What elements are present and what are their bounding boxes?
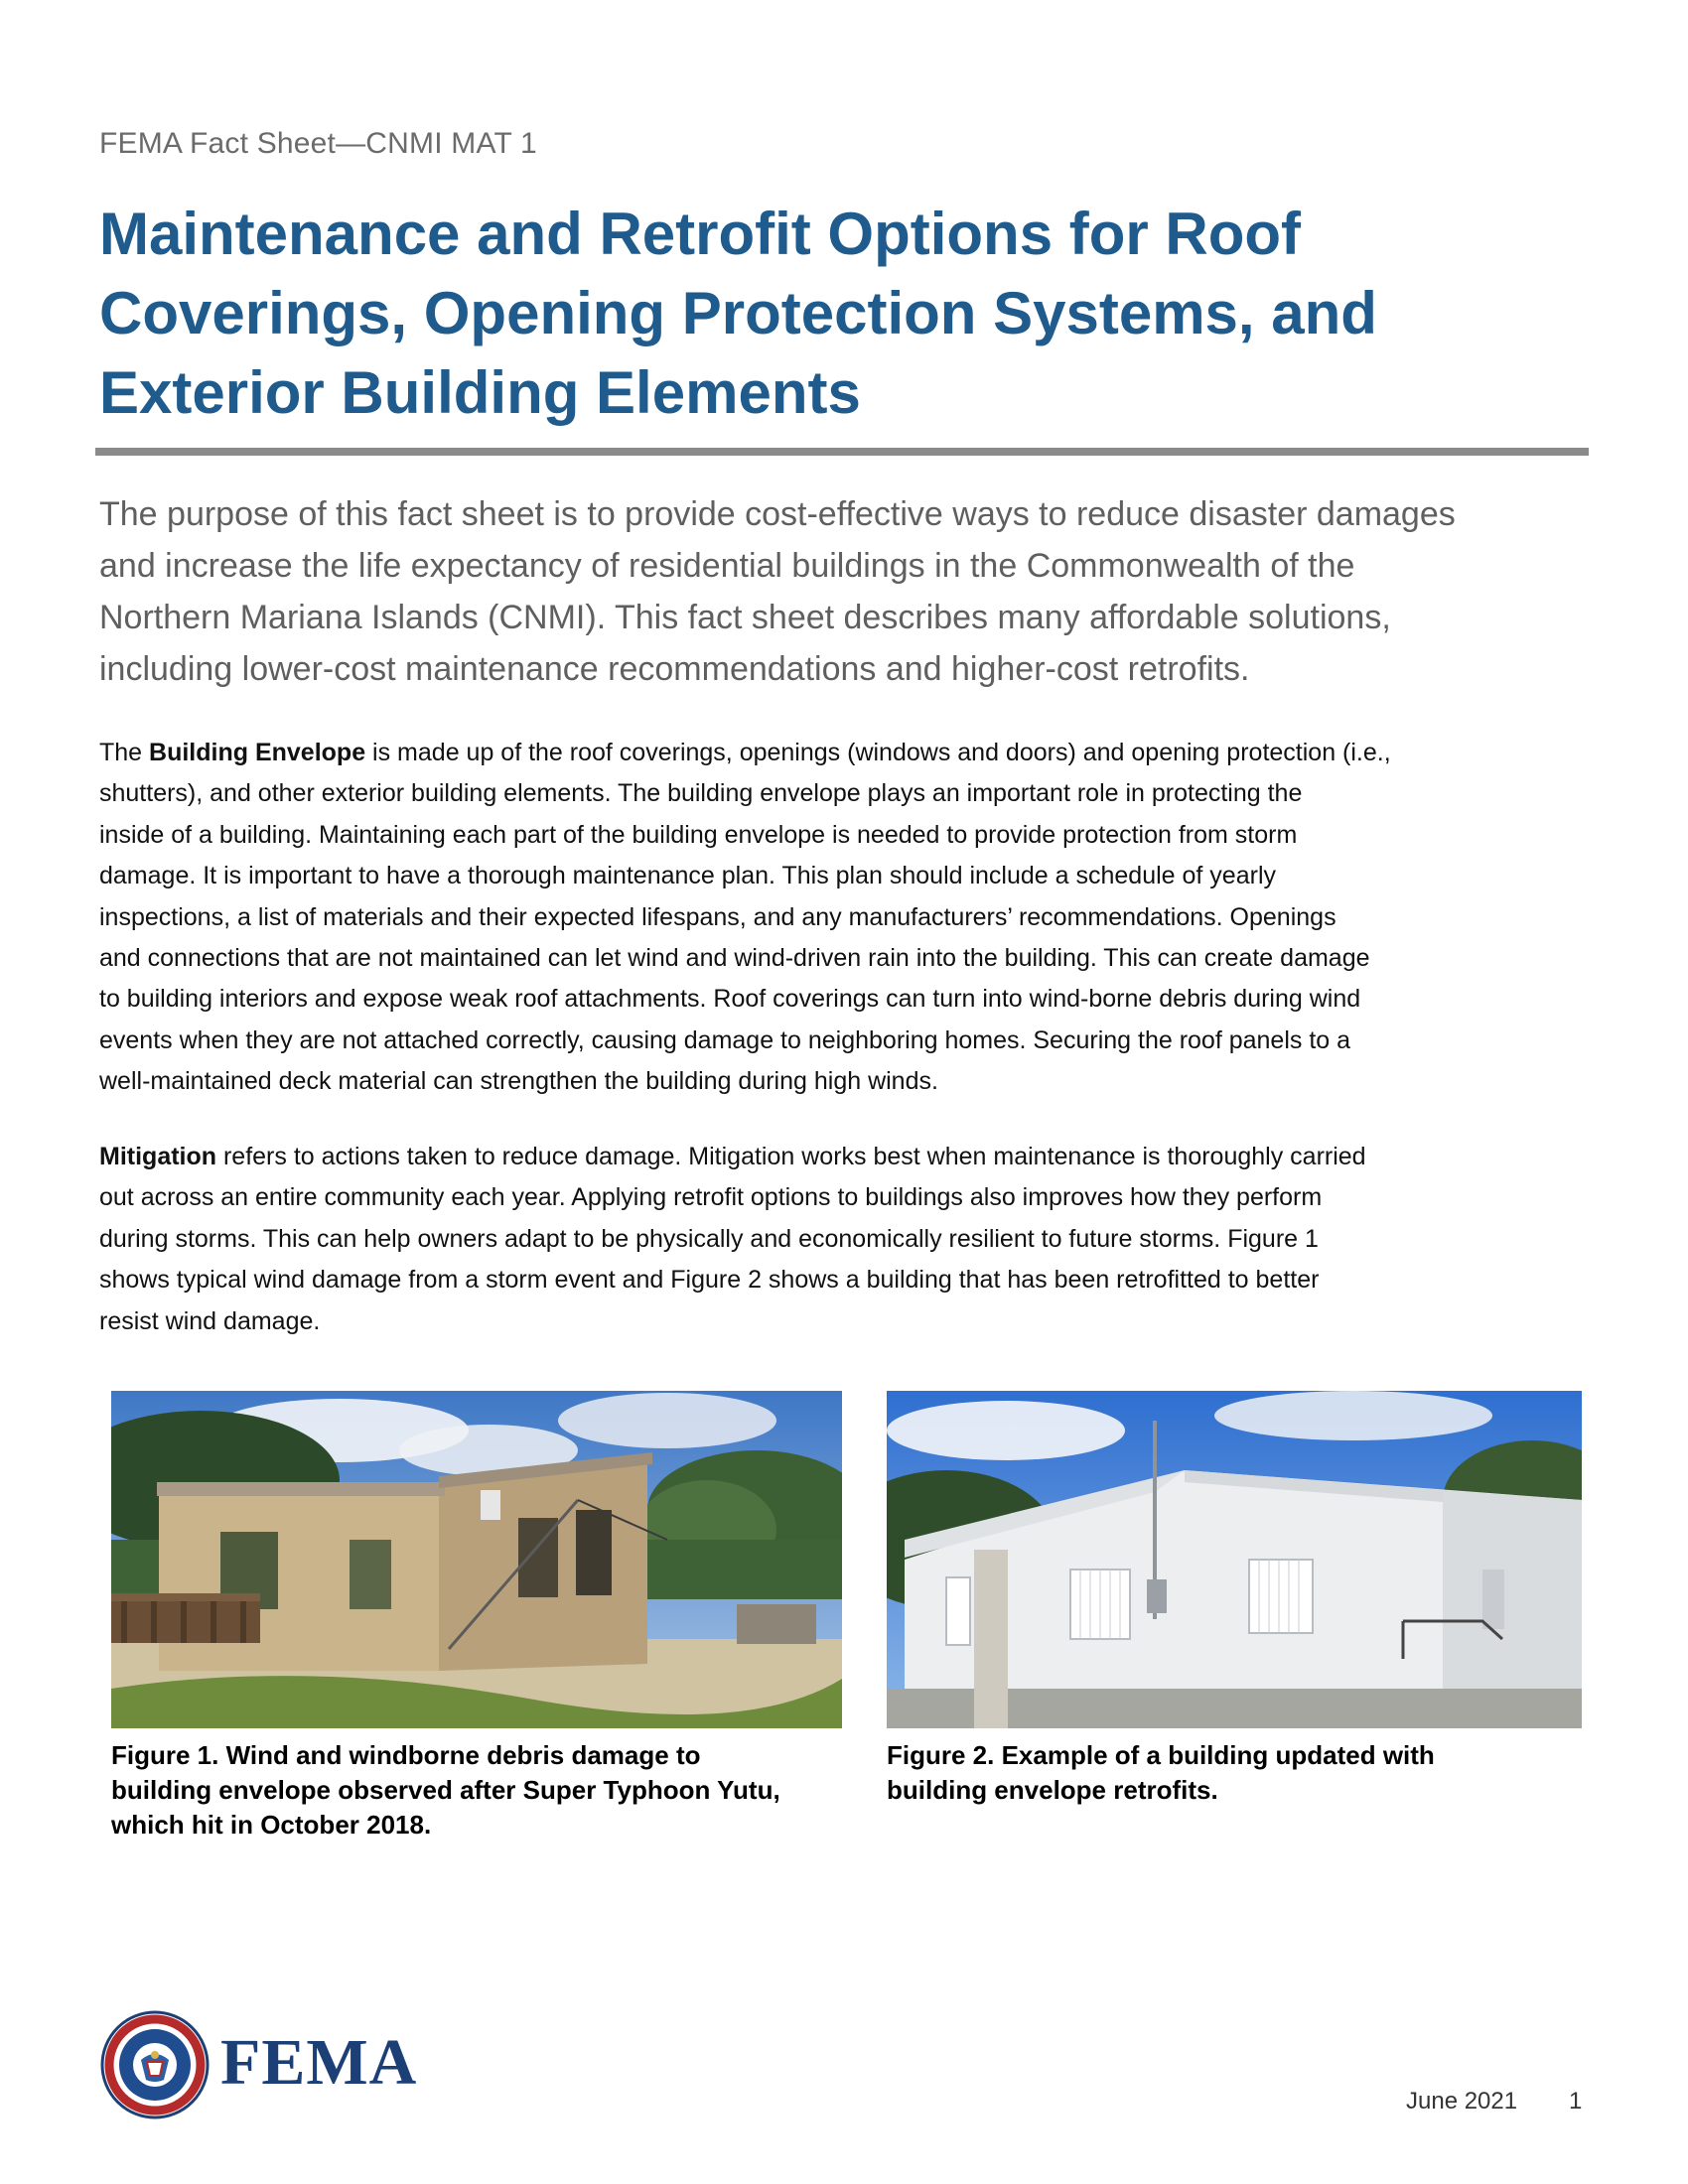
figure-1-illustration bbox=[111, 1391, 842, 1728]
page-number: 1 bbox=[1569, 2088, 1583, 2115]
paragraph-line: well-maintained deck material can strengthen the building during high winds. bbox=[99, 1067, 938, 1096]
paragraph-line: resist wind damage. bbox=[99, 1306, 321, 1335]
document-kicker: FEMA Fact Sheet—CNMI MAT 1 bbox=[99, 127, 537, 160]
figure-1-caption bbox=[111, 1738, 780, 1843]
building-envelope-term: Building Envelope bbox=[149, 739, 366, 766]
building-envelope-paragraph bbox=[99, 733, 1599, 1103]
lede-line: and increase the life expectancy of residential buildings in the Commonwealth of the bbox=[99, 547, 1355, 585]
purpose-statement bbox=[99, 488, 1599, 695]
mitigation-paragraph bbox=[99, 1137, 1599, 1342]
caption-line: building envelope retrofits. bbox=[887, 1775, 1218, 1805]
paragraph-line: inside of a building. Maintaining each part of the building envelope is needed to provide protection from storm bbox=[99, 820, 1298, 849]
paragraph-text: refers to actions taken to reduce damage. Mitigation works best when maintenance is thoroughly carried bbox=[216, 1143, 1366, 1170]
publication-date: June 2021 bbox=[1406, 2088, 1518, 2115]
paragraph-line bbox=[99, 1137, 1599, 1177]
paragraph-line: inspections, a list of materials and their expected lifespans, and any manufacturers’ recommendations. Openings bbox=[99, 902, 1336, 931]
figure-2-illustration bbox=[887, 1391, 1582, 1728]
mitigation-term: Mitigation bbox=[99, 1143, 217, 1170]
paragraph-line: to building interiors and expose weak roof attachments. Roof coverings can turn into wind-borne debris during wind bbox=[99, 985, 1361, 1014]
paragraph-line: damage. It is important to have a thorough maintenance plan. This plan should include a schedule of yearly bbox=[99, 862, 1276, 890]
lede-line: Northern Mariana Islands (CNMI). This fact sheet describes many affordable solutions, bbox=[99, 599, 1391, 636]
caption-line: which hit in October 2018. bbox=[111, 1810, 432, 1840]
paragraph-line: shows typical wind damage from a storm event and Figure 2 shows a building that has been retrofitted to better bbox=[99, 1266, 1320, 1295]
seal-icon bbox=[100, 2010, 210, 2119]
dhs-seal-logo bbox=[100, 2010, 210, 2119]
title-divider bbox=[95, 448, 1589, 456]
lede-line: The purpose of this fact sheet is to provide cost-effective ways to reduce disaster damages bbox=[99, 495, 1456, 533]
paragraph-text: The bbox=[99, 739, 150, 766]
title-line: Exterior Building Elements bbox=[99, 359, 861, 426]
paragraph-line bbox=[99, 733, 1599, 773]
paragraph-line: and connections that are not maintained can let wind and wind-driven rain into the building. This can create damage bbox=[99, 944, 1370, 973]
paragraph-line: out across an entire community each year. Applying retrofit options to buildings also improves how they perform bbox=[99, 1183, 1323, 1212]
figure-2-caption bbox=[887, 1738, 1435, 1808]
title-line: Maintenance and Retrofit Options for Roof bbox=[99, 201, 1301, 267]
lede-line: including lower-cost maintenance recommendations and higher-cost retrofits. bbox=[99, 650, 1250, 688]
title-line: Coverings, Opening Protection Systems, and bbox=[99, 280, 1377, 346]
caption-line: Figure 1. Wind and windborne debris damage to bbox=[111, 1740, 701, 1770]
caption-line: Figure 2. Example of a building updated with bbox=[887, 1740, 1435, 1770]
paragraph-text: is made up of the roof coverings, openings (windows and doors) and opening protection (i.e., bbox=[365, 739, 1391, 766]
caption-line: building envelope observed after Super Typhoon Yutu, bbox=[111, 1775, 780, 1805]
paragraph-line: during storms. This can help owners adapt to be physically and economically resilient to future storms. Figure 1 bbox=[99, 1224, 1319, 1253]
paragraph-line: events when they are not attached correctly, causing damage to neighboring homes. Securing the roof panels to a bbox=[99, 1025, 1351, 1054]
figure-2-retrofitted-building-photo bbox=[887, 1391, 1582, 1728]
paragraph-line: shutters), and other exterior building elements. The building envelope plays an important role in protecting the bbox=[99, 779, 1303, 808]
document-title bbox=[99, 195, 1589, 433]
fema-wordmark: FEMA bbox=[220, 2026, 418, 2099]
figure-1-damaged-building-photo bbox=[111, 1391, 842, 1728]
